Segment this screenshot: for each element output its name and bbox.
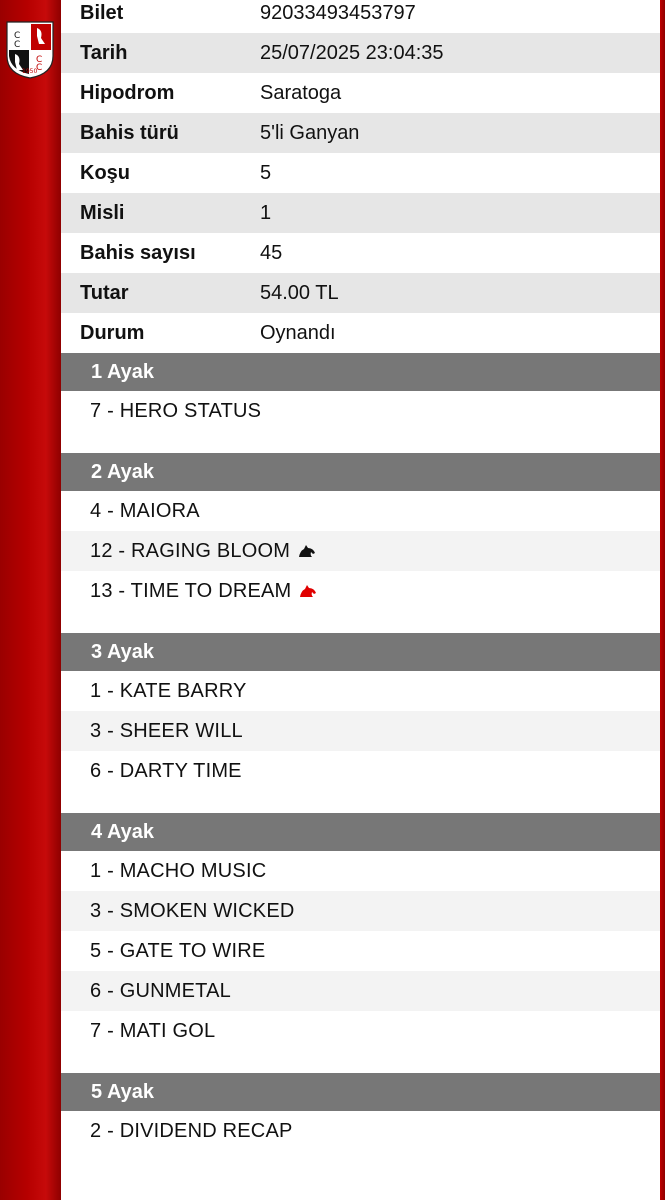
ticket-info-label: Bahis türü: [80, 121, 179, 144]
leg-section: [61, 453, 660, 633]
horse-head-icon: [298, 544, 316, 558]
leg-section: [61, 813, 660, 1073]
horse-row: [61, 531, 660, 571]
horse-name: 3 - SHEER WILL: [90, 719, 243, 742]
horse-name: 13 - TIME TO DREAM: [90, 579, 292, 602]
ticket-info-label: Misli: [80, 201, 125, 224]
horse-name: 1 - KATE BARRY: [90, 679, 247, 702]
ticket-info-label: Tarih: [80, 41, 128, 64]
horse-head-icon: [299, 584, 317, 598]
ticket-info-value: 25/07/2025 23:04:35: [260, 41, 444, 64]
svg-text:C: C: [14, 31, 21, 41]
ticket-info-row: [61, 33, 660, 73]
horse-name: 5 - GATE TO WIRE: [90, 939, 266, 962]
leg-header: 3 Ayak: [61, 633, 660, 671]
horse-row: [61, 1011, 660, 1051]
svg-text:C: C: [14, 40, 21, 50]
ticket-info-value: 54.00 TL: [260, 281, 339, 304]
ticket-info-value: 45: [260, 241, 283, 264]
ticket-info-row: [61, 153, 660, 193]
ticket-info-label: Bilet: [80, 1, 124, 24]
horse-row: [61, 571, 660, 611]
horse-row: [61, 491, 660, 531]
horse-name: 1 - MACHO MUSIC: [90, 859, 267, 882]
horse-name: 6 - DARTY TIME: [90, 759, 242, 782]
ticket-info-label: Bahis sayısı: [80, 241, 196, 264]
club-logo-icon: [5, 20, 55, 80]
horse-row: [61, 851, 660, 891]
ticket-info-row: [61, 0, 660, 33]
horse-row: [61, 391, 660, 431]
legs-list: [61, 353, 660, 1173]
ticket-info-label: Hipodrom: [80, 81, 175, 104]
ticket-info-value: Oynandı: [260, 321, 336, 344]
ticket-info-value: 92033493453797: [260, 1, 416, 24]
horse-name: 7 - MATI GOL: [90, 1019, 216, 1042]
logo-year: 1950: [22, 68, 38, 75]
ticket-info-row: [61, 113, 660, 153]
ticket-detail: [61, 0, 660, 1173]
ticket-info-value: 5'li Ganyan: [260, 121, 360, 144]
horse-row: [61, 971, 660, 1011]
ticket-info-label: Tutar: [80, 281, 129, 304]
left-sidebar-bar: [0, 0, 61, 1200]
leg-section: [61, 353, 660, 453]
leg-header: 2 Ayak: [61, 453, 660, 491]
horse-name: 2 - DIVIDEND RECAP: [90, 1119, 293, 1142]
ticket-info-row: [61, 313, 660, 353]
right-edge-bar: [660, 0, 665, 1200]
horse-row: [61, 931, 660, 971]
horse-row: [61, 671, 660, 711]
horse-name: 4 - MAIORA: [90, 499, 200, 522]
leg-header: 1 Ayak: [61, 353, 660, 391]
horse-row: [61, 891, 660, 931]
horse-name: 7 - HERO STATUS: [90, 399, 262, 422]
horse-row: [61, 751, 660, 791]
ticket-info-value: 5: [260, 161, 272, 184]
ticket-info-table: [61, 0, 660, 353]
ticket-info-row: [61, 233, 660, 273]
leg-section: [61, 633, 660, 813]
ticket-info-value: 1: [260, 201, 272, 224]
leg-header: 5 Ayak: [61, 1073, 660, 1111]
ticket-info-row: [61, 193, 660, 233]
ticket-info-row: [61, 73, 660, 113]
horse-row: [61, 1111, 660, 1151]
leg-header: 4 Ayak: [61, 813, 660, 851]
horse-row: [61, 711, 660, 751]
svg-text:C: C: [36, 63, 43, 73]
ticket-info-label: Koşu: [80, 161, 130, 184]
horse-name: 3 - SMOKEN WICKED: [90, 899, 295, 922]
ticket-info-row: [61, 273, 660, 313]
horse-name: 6 - GUNMETAL: [90, 979, 231, 1002]
svg-text:C: C: [36, 55, 43, 65]
leg-section: [61, 1073, 660, 1173]
ticket-info-value: Saratoga: [260, 81, 342, 104]
horse-name: 12 - RAGING BLOOM: [90, 539, 291, 562]
ticket-info-label: Durum: [80, 321, 145, 344]
